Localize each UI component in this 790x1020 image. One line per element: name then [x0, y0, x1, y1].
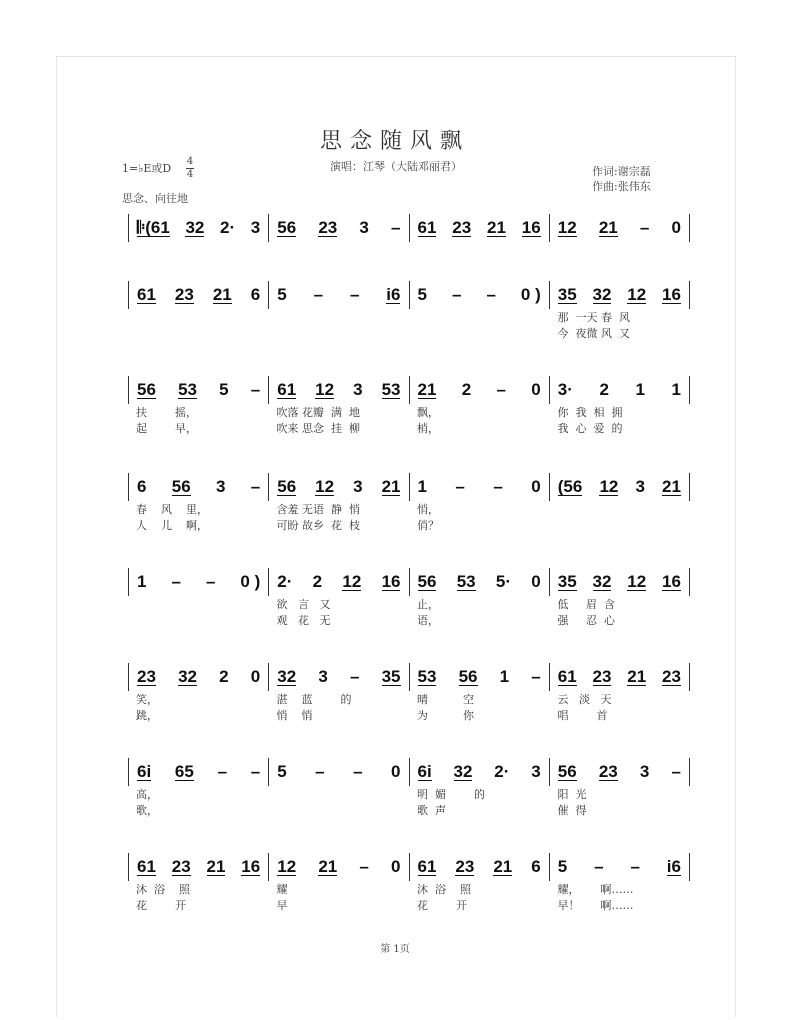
measure: [550, 568, 690, 596]
note: –: [486, 285, 496, 304]
measure: [410, 758, 550, 786]
note: 61: [417, 857, 437, 876]
score-row: [128, 662, 690, 752]
lyric-segment: 湛 蓝 的: [276, 693, 352, 706]
note: 53: [456, 572, 476, 591]
song-title: 思念随风飘: [319, 129, 470, 154]
lyric-segment: [409, 310, 550, 326]
lyric-segment: 笑，: [136, 693, 158, 706]
lyric-segment: 唱 首: [557, 709, 608, 722]
lyric-segment: 云 淡 天: [557, 693, 612, 706]
lyric-segment: 梢，: [417, 422, 439, 435]
note: 12: [315, 477, 335, 496]
measure: [550, 281, 690, 309]
note: 56: [458, 667, 478, 686]
lyric-line: [128, 613, 690, 629]
measure: [269, 568, 409, 596]
measure: [410, 568, 550, 596]
note: 56: [171, 477, 191, 496]
note: 16: [521, 218, 541, 237]
note: 21: [598, 218, 618, 237]
lyric-segment: 耀: [276, 883, 288, 896]
tempo-marking: 思念、向往地: [122, 192, 188, 205]
note: –: [205, 572, 216, 591]
lyric-segment: 止，: [417, 598, 439, 611]
staff-line: [128, 213, 690, 243]
note: 6: [531, 857, 541, 876]
lyric-segment: 吹来 思念 挂 柳: [276, 422, 360, 435]
note: 16: [662, 285, 681, 304]
time-sig-top: 4: [186, 156, 194, 167]
lyric-segment: 你 我 相 拥: [557, 406, 623, 419]
note: 6i: [137, 762, 152, 781]
note: 𝄆(61: [137, 218, 170, 237]
note: 0 ): [240, 572, 261, 591]
measure: [269, 758, 409, 786]
note: 23: [592, 667, 612, 686]
lyric-segment: 跳，: [136, 709, 158, 722]
note: 21: [662, 477, 681, 496]
note: 6i: [417, 762, 432, 781]
note: i6: [386, 285, 401, 304]
score-row: [128, 280, 690, 370]
measure: [410, 663, 550, 691]
note: 5: [277, 762, 287, 781]
score-row: [128, 472, 690, 562]
measure: [550, 663, 690, 691]
lyric-line: [128, 405, 690, 421]
note: 2·: [494, 762, 510, 781]
note: 0: [531, 572, 541, 591]
lyric-segment: [128, 613, 269, 629]
measure: [128, 376, 269, 404]
measure: [550, 473, 690, 501]
note: 32: [592, 285, 612, 304]
note: 21: [206, 857, 226, 876]
staff-line: [128, 662, 690, 692]
lyric-segment: 催 得: [557, 804, 587, 817]
note: 0 ): [520, 285, 541, 304]
note: 21: [487, 218, 506, 237]
note: 23: [598, 762, 618, 781]
lyric-segment: 早！ 啊……: [557, 899, 634, 912]
measure: [410, 281, 550, 309]
lyric-segment: 花 开: [417, 899, 467, 912]
note: 21: [493, 857, 513, 876]
note: –: [250, 380, 261, 399]
staff-line: [128, 280, 690, 310]
note: 1: [417, 477, 427, 496]
note: –: [493, 477, 503, 496]
score-row: [128, 852, 690, 942]
staff-line: [128, 757, 690, 787]
lyric-segment: 明 媚 的: [417, 788, 485, 801]
lyric-line: [128, 502, 690, 518]
note: 21: [627, 667, 647, 686]
lyric-segment: 沐 浴 照: [417, 883, 471, 896]
measure: [550, 376, 690, 404]
measure: [550, 214, 690, 242]
note: –: [353, 762, 363, 781]
note: –: [349, 285, 360, 304]
note: 56: [277, 218, 297, 237]
credits: [592, 164, 651, 194]
lyric-segment: 那 一天 春 风: [557, 311, 630, 324]
note: 53: [178, 380, 197, 399]
measure: [128, 853, 269, 881]
note: –: [451, 285, 462, 304]
lyric-segment: [550, 502, 691, 518]
note: 21: [212, 285, 232, 304]
note: 16: [662, 572, 681, 591]
staff-line: [128, 375, 690, 405]
note: 61: [277, 380, 297, 399]
measure: [269, 376, 409, 404]
note: 2: [461, 380, 472, 399]
lyric-segment: 悄 悄: [276, 709, 313, 722]
note: 32: [453, 762, 473, 781]
note: –: [391, 218, 401, 237]
note: 53: [417, 667, 437, 686]
note: 3: [353, 477, 363, 496]
note: 35: [381, 667, 401, 686]
note: –: [250, 762, 261, 781]
note: 56: [137, 380, 156, 399]
note: 1: [635, 380, 645, 399]
note: 21: [318, 857, 338, 876]
note: 3: [635, 477, 645, 496]
note: 61: [417, 218, 437, 237]
note: 65: [174, 762, 194, 781]
lyric-segment: 晴 空: [417, 693, 474, 706]
lyric-segment: 歌，: [136, 804, 158, 817]
measure: [128, 568, 269, 596]
lyric-segment: 含羞 无语 静 悄: [276, 503, 360, 516]
lyric-segment: 低 眉 含: [557, 598, 615, 611]
note: 2: [312, 572, 323, 591]
note: 1: [137, 572, 147, 591]
lyric-segment: 观 花 无: [276, 614, 331, 627]
lyric-segment: 强 忍 心: [557, 614, 615, 627]
note: 23: [455, 857, 475, 876]
measure: [128, 758, 269, 786]
note: 2·: [220, 218, 236, 237]
lyric-segment: 人 儿 啊，: [136, 519, 208, 532]
lyric-segment: 扶 摇，: [136, 406, 197, 419]
note: 6: [250, 285, 261, 304]
time-sig-bottom: 4: [186, 169, 194, 180]
lyric-segment: [550, 518, 691, 534]
note: 0: [531, 477, 541, 496]
lyric-line: [128, 518, 690, 534]
note: 3: [250, 218, 261, 237]
note: –: [349, 667, 360, 686]
key-signature: 1=♭E或D: [122, 162, 172, 175]
measure: [128, 214, 269, 242]
lyric-segment: 耀， 啊……: [557, 883, 634, 896]
note: (56: [557, 477, 583, 496]
note: 23: [171, 857, 191, 876]
note: 0: [250, 667, 261, 686]
composer: 作曲:张伟东: [592, 180, 651, 193]
lyric-segment: [269, 803, 410, 819]
note: 5: [277, 285, 287, 304]
note: 3: [215, 477, 226, 496]
note: 56: [277, 477, 297, 496]
note: 56: [417, 572, 437, 591]
measure: [269, 281, 409, 309]
lyric-segment: 早: [276, 899, 288, 912]
note: –: [315, 762, 325, 781]
lyric-line: [128, 708, 690, 724]
lyric-segment: 今 夜微 风 又: [557, 327, 630, 340]
lyric-segment: 为 你: [417, 709, 474, 722]
note: –: [171, 572, 181, 591]
measure: [410, 853, 550, 881]
note: –: [630, 857, 640, 876]
lyric-line: [128, 803, 690, 819]
note: i6: [666, 857, 681, 876]
note: 3: [353, 380, 363, 399]
staff-line: [128, 472, 690, 502]
note: –: [313, 285, 324, 304]
lyric-segment: [128, 326, 269, 342]
note: –: [496, 380, 506, 399]
lyric-segment: [128, 597, 269, 613]
lyric-segment: 歌 声: [417, 804, 446, 817]
score-row: [128, 757, 690, 847]
lyric-line: [128, 692, 690, 708]
note: 3: [531, 762, 541, 781]
time-signature: [186, 156, 194, 181]
lyric-line: [128, 310, 690, 326]
note: –: [359, 857, 369, 876]
note: 0: [391, 857, 401, 876]
lyric-segment: 悄，: [417, 503, 439, 516]
note: 0: [671, 218, 681, 237]
measure: [269, 473, 409, 501]
lyric-segment: 吹落 花瓣 满 地: [276, 406, 360, 419]
note: 12: [342, 572, 362, 591]
note: 0: [531, 380, 541, 399]
measure: [128, 281, 269, 309]
note: 53: [381, 380, 401, 399]
note: 3: [359, 218, 369, 237]
note: 16: [381, 572, 401, 591]
lyric-line: [128, 597, 690, 613]
measure: [269, 853, 409, 881]
note: 23: [318, 218, 338, 237]
note: 5: [219, 380, 229, 399]
lyric-segment: [269, 326, 410, 342]
lyric-line: [128, 421, 690, 437]
note: 21: [381, 477, 401, 496]
note: 16: [241, 857, 261, 876]
note: 12: [315, 380, 335, 399]
note: 21: [417, 380, 437, 399]
lyric-line: [128, 882, 690, 898]
note: 5·: [495, 572, 511, 591]
note: 12: [599, 477, 619, 496]
singer-credit: 演唱：江琴（大陆邓丽君）: [330, 160, 462, 173]
note: 61: [137, 857, 156, 876]
note: 2: [599, 380, 609, 399]
note: 32: [277, 667, 297, 686]
note: 3·: [557, 380, 573, 399]
lyric-segment: 阳 光: [557, 788, 587, 801]
lyric-segment: 欲 言 又: [276, 598, 331, 611]
measure: [410, 473, 550, 501]
lyric-segment: 我 心 爱 的: [557, 422, 623, 435]
note: 32: [178, 667, 197, 686]
note: 23: [662, 667, 681, 686]
lyric-segment: [269, 787, 410, 803]
measure: [128, 473, 269, 501]
lyric-segment: 花 开: [136, 899, 186, 912]
note: –: [531, 667, 541, 686]
measure: [269, 214, 409, 242]
staff-line: [128, 852, 690, 882]
note: 35: [557, 285, 577, 304]
lyric-segment: [269, 310, 410, 326]
note: –: [594, 857, 604, 876]
score-row: [128, 375, 690, 465]
lyric-line: [128, 787, 690, 803]
lyric-segment: 起 早，: [136, 422, 197, 435]
note: 5: [417, 285, 427, 304]
note: 32: [185, 218, 205, 237]
note: 6: [137, 477, 147, 496]
note: 61: [137, 285, 156, 304]
lyric-segment: 沐 浴 照: [136, 883, 190, 896]
note: 23: [452, 218, 472, 237]
lyric-segment: [128, 310, 269, 326]
note: 32: [592, 572, 612, 591]
note: –: [639, 218, 650, 237]
lyric-segment: [409, 326, 550, 342]
lyric-segment: 语，: [417, 614, 439, 627]
note: 35: [557, 572, 577, 591]
lyric-line: [128, 326, 690, 342]
note: 2·: [277, 572, 293, 591]
note: 56: [557, 762, 577, 781]
lyric-segment: 可盼 故乡 花 枝: [276, 519, 360, 532]
page-number: 第 1页: [380, 944, 410, 955]
note: 1: [671, 380, 681, 399]
lyricist: 作词:谢宗磊: [592, 165, 651, 178]
note: 23: [174, 285, 194, 304]
note: 12: [627, 572, 647, 591]
lyric-segment: 俏？: [417, 519, 439, 532]
staff-line: [128, 567, 690, 597]
note: 12: [557, 218, 577, 237]
note: –: [455, 477, 465, 496]
note: 0: [391, 762, 401, 781]
lyric-segment: 飘，: [417, 406, 439, 419]
note: 1: [499, 667, 510, 686]
measure: [410, 376, 550, 404]
measure: [269, 663, 409, 691]
note: 3: [318, 667, 328, 686]
note: 3: [639, 762, 650, 781]
note: –: [671, 762, 681, 781]
note: 2: [219, 667, 229, 686]
measure: [550, 853, 690, 881]
measure: [410, 214, 550, 242]
note: 12: [277, 857, 297, 876]
measure: [128, 663, 269, 691]
score-row: [128, 567, 690, 657]
note: 5: [557, 857, 568, 876]
note: 23: [137, 667, 156, 686]
note: 12: [627, 285, 647, 304]
lyric-segment: 高，: [136, 788, 158, 801]
lyric-segment: 春 风 里，: [136, 503, 208, 516]
note: –: [250, 477, 261, 496]
measure: [550, 758, 690, 786]
lyric-line: [128, 898, 690, 914]
note: –: [217, 762, 228, 781]
note: 61: [557, 667, 577, 686]
